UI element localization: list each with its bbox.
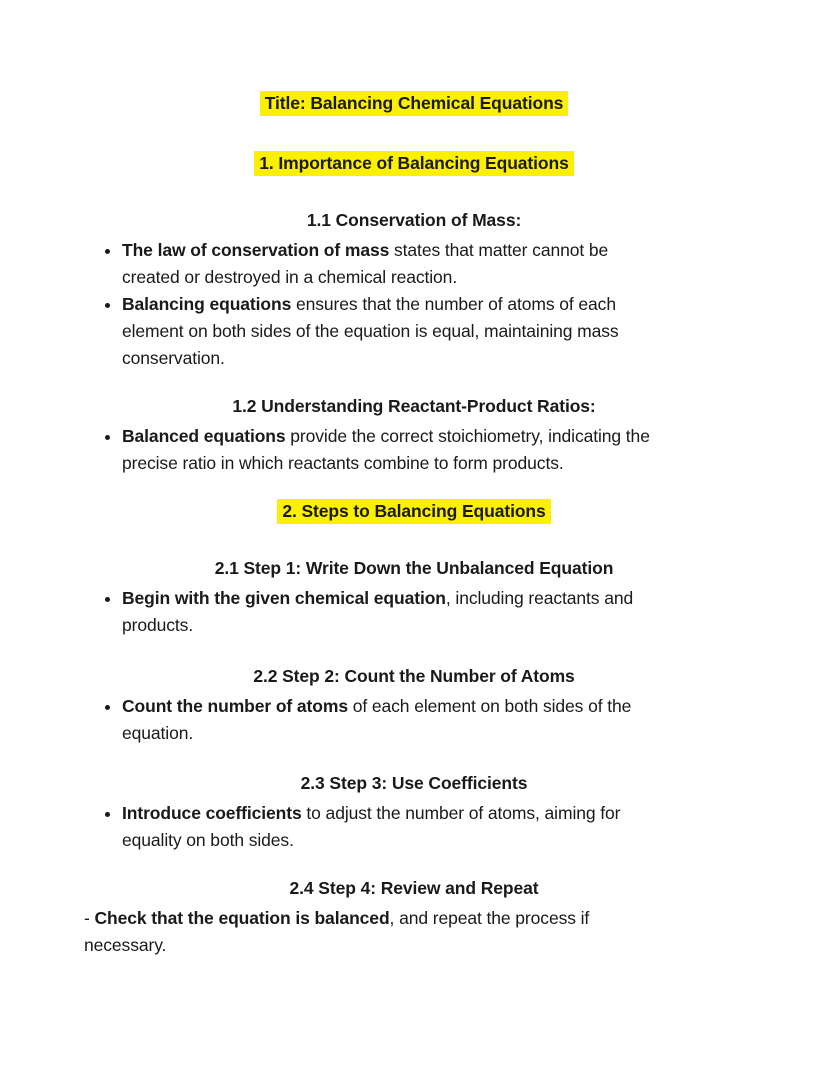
bullet-item	[122, 693, 744, 747]
highlighted-heading	[84, 150, 744, 177]
body-text: created or destroyed in a chemical reaction.	[122, 267, 458, 287]
bullet-item	[122, 291, 744, 372]
bold-text: Count the number of atoms	[122, 696, 348, 716]
bold-text: 1.2 Understanding Reactant-Product Ratios:	[232, 396, 596, 416]
bold-text: Introduce coefficients	[122, 803, 302, 823]
section-heading	[84, 770, 744, 797]
yellow-highlight	[254, 151, 574, 176]
body-text: equation.	[122, 723, 194, 743]
highlighted-heading	[84, 498, 744, 525]
body-text: of each element on both sides of the	[347, 696, 632, 716]
bullet-list	[84, 800, 744, 854]
section-heading	[84, 663, 744, 690]
body-text: conservation.	[122, 348, 225, 368]
bold-text: 1. Importance of Balancing Equations	[259, 153, 569, 173]
bullet-list	[84, 585, 744, 639]
bullet-item	[122, 585, 744, 639]
bold-text: 1.1 Conservation of Mass:	[306, 210, 522, 230]
bold-text: Check that the equation is balanced	[94, 908, 390, 928]
body-text: necessary.	[84, 935, 167, 955]
body-text: products.	[122, 615, 194, 635]
bullet-list	[84, 693, 744, 747]
bullet-item	[122, 237, 744, 291]
bold-text: Begin with the given chemical equation	[122, 588, 446, 608]
bullet-item	[122, 423, 744, 477]
highlighted-heading	[84, 90, 744, 117]
body-text: equality on both sides.	[122, 830, 294, 850]
body-text: precise ratio in which reactants combine to form products.	[122, 453, 564, 473]
body-text: provide the correct stoichiometry, indicating the	[285, 426, 650, 446]
yellow-highlight	[260, 91, 569, 116]
bold-text: 2.4 Step 4: Review and Repeat	[289, 878, 539, 898]
bold-text: 2.1 Step 1: Write Down the Unbalanced Equation	[214, 558, 614, 578]
section-heading	[84, 875, 744, 902]
body-text: -	[84, 908, 95, 928]
body-text: , and repeat the process if	[389, 908, 590, 928]
section-heading	[84, 555, 744, 582]
section-heading	[84, 207, 744, 234]
yellow-highlight	[277, 499, 550, 524]
body-text: to adjust the number of atoms, aiming for	[301, 803, 621, 823]
paragraph	[84, 905, 744, 959]
bold-text: Balanced equations	[122, 426, 286, 446]
bullet-list	[84, 423, 744, 477]
body-text: states that matter cannot be	[389, 240, 609, 260]
body-text: , including reactants and	[445, 588, 634, 608]
bullet-list	[84, 237, 744, 372]
section-heading	[84, 393, 744, 420]
bold-text: 2.3 Step 3: Use Coefficients	[300, 773, 528, 793]
bold-text: The law of conservation of mass	[122, 240, 390, 260]
body-text: ensures that the number of atoms of each	[291, 294, 616, 314]
bold-text: Title: Balancing Chemical Equations	[264, 93, 564, 113]
bold-text: 2. Steps to Balancing Equations	[282, 501, 546, 521]
bold-text: 2.2 Step 2: Count the Number of Atoms	[253, 666, 575, 686]
bold-text: Balancing equations	[122, 294, 292, 314]
bullet-item	[122, 800, 744, 854]
body-text: element on both sides of the equation is equal, maintaining mass	[122, 321, 619, 341]
